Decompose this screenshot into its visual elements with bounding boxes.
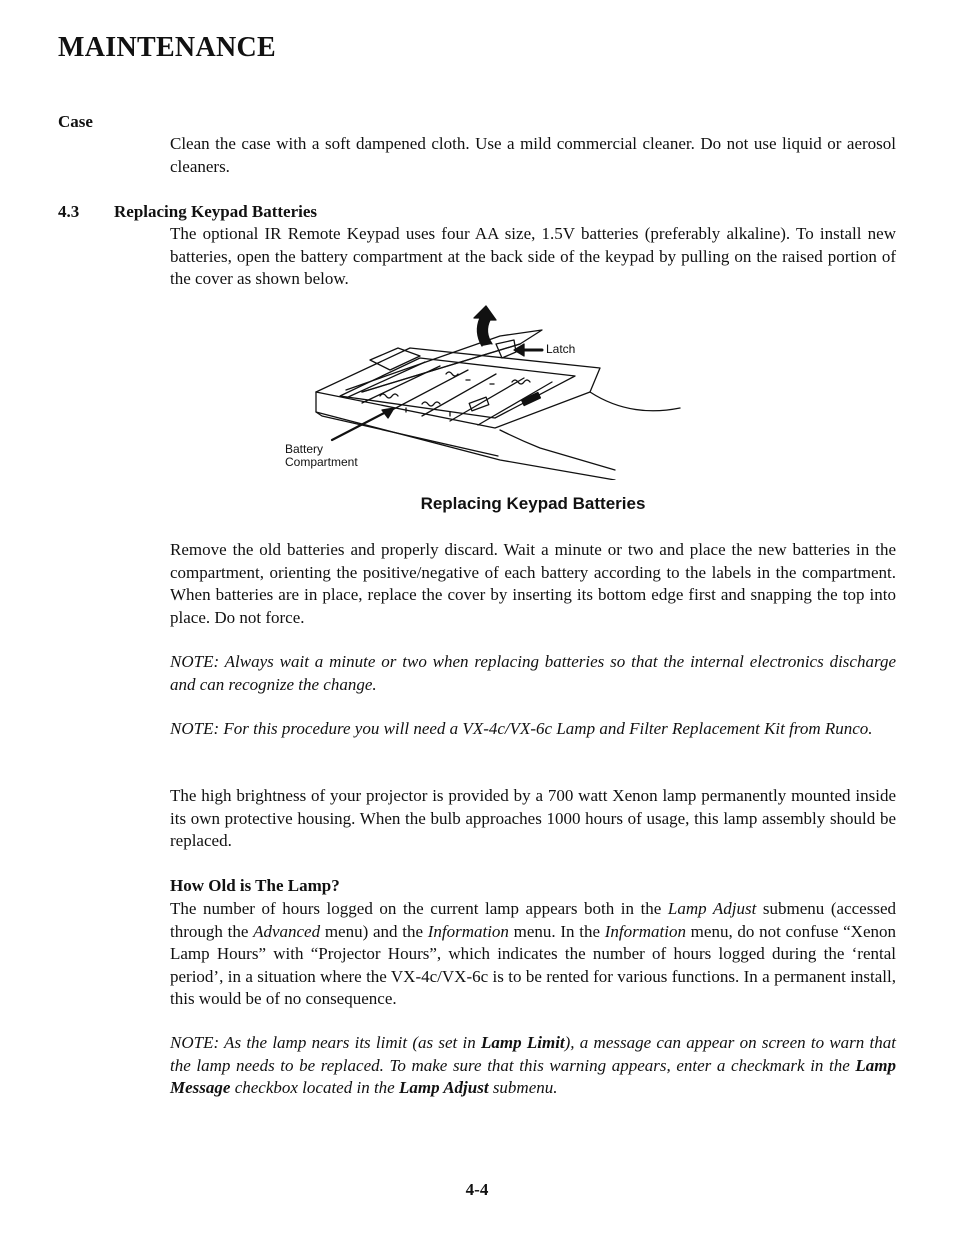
latch-label: Latch <box>546 342 576 356</box>
note-batteries: NOTE: Always wait a minute or two when replacing batteries so that the internal electronics discharge and can recognize the change. <box>170 652 896 694</box>
battery-compartment-label <box>285 443 358 469</box>
page-number: 4-4 <box>465 1180 489 1199</box>
page-title: MAINTENANCE <box>58 32 276 63</box>
compartment-label-line1: Battery <box>285 442 324 456</box>
note-lamp-limit: NOTE: As the lamp nears its limit (as set in Lamp Limit), a message can appear on screen to warn that the lamp needs to be replaced. To make sure that this warning appears, enter a checkmark in the Lamp Message checkbox located in the Lamp Adjust submenu. <box>170 1033 896 1097</box>
lamp-age-heading: How Old is The Lamp? <box>170 876 340 895</box>
case-body: Clean the case with a soft dampened cloth. Use a mild commercial cleaner. Do not use liquid or aerosol cleaners. <box>170 134 896 176</box>
section-number: 4.3 <box>58 202 80 221</box>
note-replacement-kit: NOTE: For this procedure you will need a VX-4c/VX-6c Lamp and Filter Replacement Kit from Runco. <box>170 719 873 738</box>
figure-caption: Replacing Keypad Batteries <box>420 494 646 513</box>
section-title: Replacing Keypad Batteries <box>114 202 318 221</box>
keypad-figure <box>270 300 690 480</box>
batteries-intro: The optional IR Remote Keypad uses four AA size, 1.5V batteries (preferably alkaline). To install new batteries, open the battery compartment at the back side of the keypad by pulling on the raised portion of the cover as shown below. <box>170 224 896 288</box>
lamp-body: The high brightness of your projector is provided by a 700 watt Xenon lamp permanently mounted inside its own protective housing. When the bulb approaches 1000 hours of usage, this lamp assembly should be replaced. <box>170 786 896 850</box>
case-heading: Case <box>58 112 93 131</box>
batteries-body: Remove the old batteries and properly discard. Wait a minute or two and place the new batteries in the compartment, orienting the positive/negative of each battery according to the labels in the compartment. When batteries are in place, replace the cover by inserting its bottom edge first and snapping the top into place. Do not force. <box>170 540 896 627</box>
section-4-3-heading <box>58 202 317 222</box>
compartment-label-line2: Compartment <box>285 455 358 469</box>
lamp-age-body: The number of hours logged on the current lamp appears both in the Lamp Adjust submenu (accessed through the Advanced menu) and the Information menu. In the Information menu, do not confuse “Xenon Lamp Hours” with “Projector Hours”, which indicates the number of hours logged during the ‘rental period’, in a situation where the VX-4c/VX-6c is to be rented for various functions. In a permanent install, this would be of no consequence. <box>170 899 896 1008</box>
